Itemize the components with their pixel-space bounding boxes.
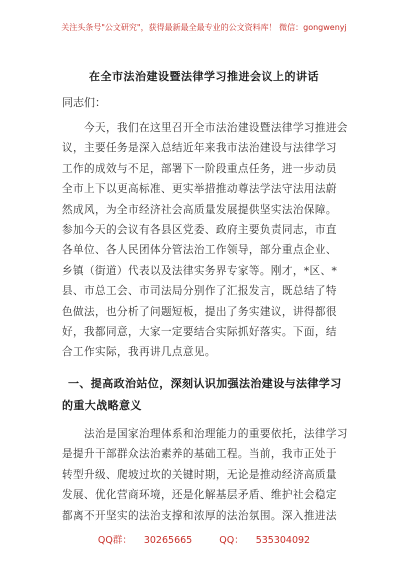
paragraph-line: 色做法，也分析了问题短板，提出了务实建议，讲得都很 [62,305,337,318]
footer-contact [0,532,408,546]
salutation: 同志们： [62,96,106,109]
paragraph-line: 法治是国家治理体系和治理能力的重要依托，法律学习 [84,428,348,440]
section-heading-line: 一、提高政治站位，深刻认识加强法治建设与法律学习 [68,377,342,390]
paragraph-line: 工作的成效与不足，部署下一阶段重点任务，进一步动员 [62,162,337,175]
paragraph-line: 全市上下以更高标准、更实举措推动尊法学法守法用法蔚 [62,183,337,196]
paragraph-line: 议，主要任务是深入总结近年来我市法治建设与法律学习 [62,142,337,155]
paragraph-line: 县、市总工会、市司法局分别作了汇报发言，既总结了特 [62,285,337,298]
qq-label: QQ： [219,535,244,546]
qq-group-info [92,535,198,546]
paragraph-line: 发展、优化营商环境，还是化解基层矛盾、维护社会稳定 [62,489,337,502]
qq-info [213,535,316,546]
section-heading [62,373,362,417]
paragraph-line: 各单位、各人民团体分管法治工作领导，部分重点企业、 [62,244,337,257]
paragraph-line: 乡镇（街道）代表以及法律实务界专家等。刚才，*区、* [62,264,338,277]
qq-number: 535304092 [255,535,311,546]
paragraph-line: 转型升级、爬坡过坎的关键时期，无论是推动经济高质量 [62,468,337,481]
qq-group-number: 30265665 [143,535,193,546]
paragraph-line: 参加今天的会议有各县区党委、政府主要负责同志，市直 [62,223,337,236]
header-banner: 关注头条号"公文研究"，获得最新最全最专业的公文资料库！ 微信：gongwenyj [61,23,347,32]
paragraph-line: 今天，我们在这里召开全市法治建设暨法律学习推进会 [84,122,348,134]
paragraph-line: 合工作实际，我再讲几点意见。 [62,346,216,359]
document-title: 在全市法治建设暨法律学习推进会议上的讲话 [89,70,319,83]
paragraph-line: 都离不开坚实的法治支撑和浓厚的法治氛围。深入推进法 [62,509,337,522]
paragraph-line: 然成风，为全市经济社会高质量发展提供坚实法治保障。 [62,203,337,216]
paragraph-2 [62,424,362,526]
paragraph-line: 是提升干部群众法治素养的基础工程。当前，我市正处于 [62,448,337,461]
qq-group-label: QQ群： [97,535,132,546]
section-heading-line: 的重大战略意义 [62,399,142,412]
paragraph-1 [62,118,362,363]
paragraph-line: 好，我都同意，大家一定要结合实际抓好落实。下面，结 [62,325,337,338]
